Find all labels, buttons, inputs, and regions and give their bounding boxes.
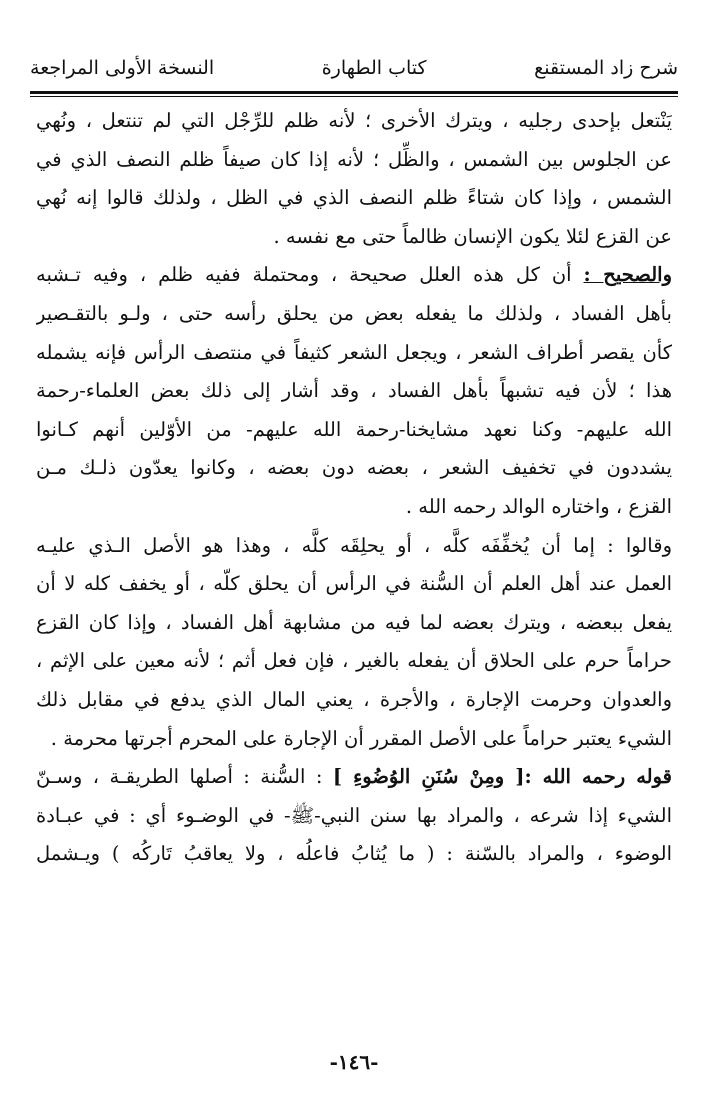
text-line <box>36 642 672 681</box>
text-line <box>36 295 672 334</box>
text-line <box>36 797 672 836</box>
text-line <box>36 527 672 566</box>
line-text: يَنْتعل بإحدى رجليه ، ويترك الأخرى ؛ لأنه ظلم للرِّجْل التي لم تنتعل ، ونُهي <box>36 109 672 132</box>
line-text: القزع ، واختاره الوالد رحمه الله . <box>405 494 672 518</box>
text-line <box>36 835 672 874</box>
line-text: عن القزع لئلا يكون الإنسان ظالماً حتى مع نفسه . <box>273 224 672 248</box>
header-rule-thin <box>30 96 678 97</box>
quoted-heading: قوله رحمه الله :[ ومِنْ سُنَنِ الوُضُوءِ ] <box>332 765 672 789</box>
line-text: حراماً حرم على الحلاق أن يفعله بالغير ، فإن فعل أثم ؛ لأنه معين على الإثم ، <box>36 649 672 673</box>
body-text <box>36 102 672 874</box>
text-line <box>36 565 672 604</box>
line-text: والعدوان وحرمت الإجارة ، والأجرة ، يعني المال الذي يدفع في مقابل ذلك <box>36 687 672 711</box>
text-line <box>36 720 672 759</box>
text-line <box>36 334 672 373</box>
text-line <box>36 102 672 141</box>
text-line <box>36 758 672 797</box>
line-text: يفعل ببعضه ، ويترك بعضه لما فيه من مشابهة أهل الفساد ، وإذا كان القزع <box>36 610 672 634</box>
text-line <box>36 449 672 488</box>
page-number: -١٤٦- <box>329 1050 379 1074</box>
line-text: العمل عند أهل العلم أن السُّنة في الرأس أن يحلق كلّه ، أو يخفف كله لا أن <box>36 572 672 596</box>
line-text: بأهل الفساد ، ولذلك ما يفعله بعض من يحلق رأسه حتى ، ولـو بالتقـصير <box>36 301 672 325</box>
text-line <box>36 256 672 295</box>
line-text: الشمس ، وإذا كان شتاءً ظلم النصف الذي في الظل ، ولذلك قالوا إنه نُهي <box>36 186 672 210</box>
text-line <box>36 604 672 643</box>
line-text: كأن يقصر أطراف الشعر ، ويجعل الشعر كثيفاً في منتصف الرأس فإنه يشمله <box>36 340 672 364</box>
line-text: الشيء إذا شرعه ، والمراد بها سنن النبي-ﷺ- في الوضـوء أي : في عبـادة <box>36 803 672 827</box>
line-text: الشيء يعتبر حراماً على الأصل المقرر أن الإجارة على المحرم أجرتها محرمة . <box>50 726 672 750</box>
line-text: الله عليهم- وكنا نعهد مشايخنا-رحمة الله عليهم- من الأوّلين أنهم كـانوا <box>36 417 672 441</box>
header-chapter: كتاب الطهارة <box>321 57 427 79</box>
text-line <box>36 141 672 180</box>
line-text: وقالوا : إما أن يُخفِّفَه كلَّه ، أو يحلِقَه كلَّه ، وهذا هو الأصل الـذي عليـه <box>36 533 672 557</box>
text-line <box>36 218 672 257</box>
running-header <box>30 48 678 88</box>
line-text: أن كل هذه العلل صحيحة ، ومحتملة ففيه ظلم ، وفيه تـشبه <box>36 263 584 287</box>
header-book-title: شرح زاد المستقنع <box>534 57 678 79</box>
line-text: عن الجلوس بين الشمس ، والظِّل ؛ لأنه إذا كان صيفاً ظلم النصف الذي في <box>36 147 672 171</box>
header-rule-thick <box>30 91 678 94</box>
line-text: : السُّنة : أصلها الطريقـة ، وسـنّ <box>36 765 333 789</box>
line-text: هذا ؛ لأن فيه تشبهاً بأهل الفساد ، وقد أشار إلى ذلك بعض العلماء-رحمة <box>36 379 672 403</box>
text-line <box>36 179 672 218</box>
text-line <box>36 488 672 527</box>
line-text: يشددون في تخفيف الشعر ، بعضه دون بعضه ، وكانوا يعدّون ذلـك مـن <box>36 456 672 480</box>
text-line <box>36 372 672 411</box>
line-text: الوضوء ، والمراد بالسّنة : ( ما يُثابُ فاعلُه ، ولا يعاقبُ تَاركُه ) ويـشمل <box>36 842 672 866</box>
text-line <box>36 411 672 450</box>
text-line <box>36 681 672 720</box>
term-heading: والصحيح : <box>583 263 672 287</box>
header-edition: النسخة الأولى المراجعة <box>30 57 215 79</box>
